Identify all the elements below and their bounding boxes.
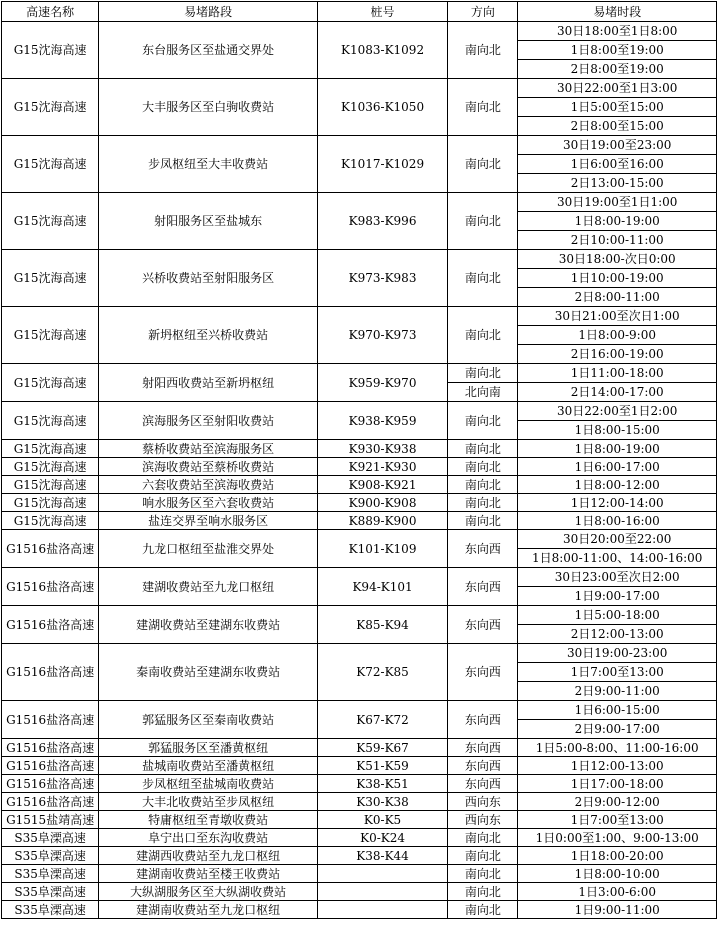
cell-direction: 东向西 <box>448 739 518 757</box>
cell-time: 2日14:00-17:00 <box>518 383 717 402</box>
cell-highway: G1515盐靖高速 <box>2 811 99 829</box>
cell-highway: G15沈海高速 <box>2 136 99 193</box>
cell-stake: K921-K930 <box>317 458 447 476</box>
table-row <box>2 250 717 269</box>
table-row <box>2 757 717 775</box>
cell-stake: K38-K51 <box>317 775 447 793</box>
cell-stake: K1036-K1050 <box>317 79 447 136</box>
cell-direction: 南向北 <box>448 865 518 883</box>
cell-time: 2日9:00-12:00 <box>518 793 717 811</box>
cell-direction: 南向北 <box>448 193 518 250</box>
cell-stake: K85-K94 <box>317 606 447 644</box>
cell-time: 2日16:00-19:00 <box>518 345 717 364</box>
cell-highway: G1516盐洛高速 <box>2 701 99 739</box>
table-row <box>2 364 717 383</box>
cell-stake <box>317 901 447 919</box>
cell-stake: K0-K5 <box>317 811 447 829</box>
cell-time: 2日9:00-11:00 <box>518 682 717 701</box>
cell-highway: G15沈海高速 <box>2 494 99 512</box>
table-row <box>2 901 717 919</box>
cell-section: 郭猛服务区至秦南收费站 <box>99 701 318 739</box>
cell-stake: K938-K959 <box>317 402 447 440</box>
cell-section: 射阳西收费站至新坍枢纽 <box>99 364 318 402</box>
cell-section: 步凤枢纽至盐城南收费站 <box>99 775 318 793</box>
cell-direction: 东向西 <box>448 701 518 739</box>
table-row <box>2 644 717 663</box>
cell-direction: 东向西 <box>448 530 518 568</box>
cell-highway: S35阜溧高速 <box>2 829 99 847</box>
cell-highway: G15沈海高速 <box>2 22 99 79</box>
cell-time: 1日11:00-18:00 <box>518 364 717 383</box>
cell-section: 东台服务区至盐通交界处 <box>99 22 318 79</box>
cell-time: 1日6:00-17:00 <box>518 458 717 476</box>
cell-highway: G15沈海高速 <box>2 307 99 364</box>
table-row <box>2 883 717 901</box>
cell-direction: 东向西 <box>448 775 518 793</box>
cell-direction: 南向北 <box>448 402 518 440</box>
cell-highway: G1516盐洛高速 <box>2 606 99 644</box>
cell-time: 1日12:00-13:00 <box>518 757 717 775</box>
header-row <box>2 2 717 22</box>
cell-section: 盐城南收费站至潘黄枢纽 <box>99 757 318 775</box>
cell-direction: 南向北 <box>448 22 518 79</box>
header-direction: 方向 <box>448 2 518 22</box>
cell-section: 滨海收费站至蔡桥收费站 <box>99 458 318 476</box>
cell-time: 30日20:00至22:00 <box>518 530 717 549</box>
cell-section: 郭猛服务区至潘黄枢纽 <box>99 739 318 757</box>
cell-time: 1日5:00-8:00、11:00-16:00 <box>518 739 717 757</box>
cell-stake: K72-K85 <box>317 644 447 701</box>
table-row <box>2 701 717 720</box>
cell-stake: K908-K921 <box>317 476 447 494</box>
cell-section: 滨海服务区至射阳收费站 <box>99 402 318 440</box>
cell-stake: K900-K908 <box>317 494 447 512</box>
table-row <box>2 775 717 793</box>
cell-section: 盐连交界至响水服务区 <box>99 512 318 530</box>
cell-direction: 南向北 <box>448 829 518 847</box>
cell-section: 蔡桥收费站至滨海服务区 <box>99 440 318 458</box>
cell-direction: 南向北 <box>448 901 518 919</box>
cell-time: 1日8:00-19:00 <box>518 212 717 231</box>
cell-highway: S35阜溧高速 <box>2 865 99 883</box>
table-row <box>2 793 717 811</box>
cell-section: 大丰北收费站至步凤枢纽 <box>99 793 318 811</box>
cell-time: 1日17:00-18:00 <box>518 775 717 793</box>
cell-stake: K983-K996 <box>317 193 447 250</box>
cell-stake: K889-K900 <box>317 512 447 530</box>
cell-time: 30日22:00至1日2:00 <box>518 402 717 421</box>
cell-section: 建湖南收费站至楼王收费站 <box>99 865 318 883</box>
cell-direction: 北向南 <box>448 383 518 402</box>
cell-section: 大纵湖服务区至大纵湖收费站 <box>99 883 318 901</box>
cell-highway: G15沈海高速 <box>2 364 99 402</box>
cell-direction: 南向北 <box>448 883 518 901</box>
cell-direction: 南向北 <box>448 79 518 136</box>
cell-time: 2日8:00至15:00 <box>518 117 717 136</box>
cell-direction: 南向北 <box>448 847 518 865</box>
cell-time: 1日7:00至13:00 <box>518 811 717 829</box>
table-row <box>2 136 717 155</box>
table-row <box>2 865 717 883</box>
cell-direction: 南向北 <box>448 364 518 383</box>
table-row <box>2 79 717 98</box>
cell-time: 1日8:00-15:00 <box>518 421 717 440</box>
cell-time: 2日13:00-15:00 <box>518 174 717 193</box>
table-row <box>2 512 717 530</box>
cell-stake: K930-K938 <box>317 440 447 458</box>
table-row <box>2 530 717 549</box>
cell-time: 1日9:00-17:00 <box>518 587 717 606</box>
cell-section: 建湖西收费站至九龙口枢纽 <box>99 847 318 865</box>
cell-highway: G1516盐洛高速 <box>2 644 99 701</box>
cell-direction: 南向北 <box>448 250 518 307</box>
header-stake: 桩号 <box>317 2 447 22</box>
table-row <box>2 307 717 326</box>
table-body <box>2 22 717 919</box>
cell-section: 大丰服务区至白驹收费站 <box>99 79 318 136</box>
cell-direction: 东向西 <box>448 644 518 701</box>
cell-time: 1日5:00-18:00 <box>518 606 717 625</box>
table-row <box>2 568 717 587</box>
cell-section: 阜宁出口至东沟收费站 <box>99 829 318 847</box>
cell-time: 1日3:00-6:00 <box>518 883 717 901</box>
cell-stake: K101-K109 <box>317 530 447 568</box>
cell-highway: G1516盐洛高速 <box>2 568 99 606</box>
header-highway: 高速名称 <box>2 2 99 22</box>
cell-highway: G1516盐洛高速 <box>2 530 99 568</box>
cell-time: 2日9:00-17:00 <box>518 720 717 739</box>
cell-highway: G15沈海高速 <box>2 193 99 250</box>
cell-direction: 南向北 <box>448 512 518 530</box>
cell-direction: 东向西 <box>448 568 518 606</box>
cell-direction: 南向北 <box>448 494 518 512</box>
cell-stake: K1017-K1029 <box>317 136 447 193</box>
table-row <box>2 458 717 476</box>
cell-time: 1日5:00至15:00 <box>518 98 717 117</box>
cell-stake: K970-K973 <box>317 307 447 364</box>
cell-section: 建湖收费站至建湖东收费站 <box>99 606 318 644</box>
cell-section: 秦南收费站至建湖东收费站 <box>99 644 318 701</box>
cell-time: 30日21:00至次日1:00 <box>518 307 717 326</box>
table-row <box>2 606 717 625</box>
table-row <box>2 494 717 512</box>
cell-time: 2日8:00至19:00 <box>518 60 717 79</box>
cell-direction: 东向西 <box>448 757 518 775</box>
table-row <box>2 476 717 494</box>
cell-time: 1日8:00-9:00 <box>518 326 717 345</box>
congestion-table <box>1 1 717 919</box>
cell-time: 1日8:00-16:00 <box>518 512 717 530</box>
table-row <box>2 440 717 458</box>
cell-highway: G1516盐洛高速 <box>2 739 99 757</box>
cell-time: 30日23:00至次日2:00 <box>518 568 717 587</box>
cell-direction: 西向东 <box>448 811 518 829</box>
cell-highway: G15沈海高速 <box>2 79 99 136</box>
cell-stake: K30-K38 <box>317 793 447 811</box>
cell-highway: G1516盐洛高速 <box>2 757 99 775</box>
cell-stake <box>317 865 447 883</box>
cell-direction: 南向北 <box>448 458 518 476</box>
cell-highway: G15沈海高速 <box>2 512 99 530</box>
table-row <box>2 847 717 865</box>
cell-time: 30日19:00-23:00 <box>518 644 717 663</box>
cell-time: 2日10:00-11:00 <box>518 231 717 250</box>
cell-section: 九龙口枢纽至盐淮交界处 <box>99 530 318 568</box>
cell-highway: G15沈海高速 <box>2 250 99 307</box>
cell-time: 1日8:00至19:00 <box>518 41 717 60</box>
cell-time: 1日18:00-20:00 <box>518 847 717 865</box>
cell-direction: 东向西 <box>448 606 518 644</box>
cell-time: 30日18:00-次日0:00 <box>518 250 717 269</box>
cell-time: 30日19:00至1日1:00 <box>518 193 717 212</box>
cell-stake: K1083-K1092 <box>317 22 447 79</box>
cell-section: 新坍枢纽至兴桥收费站 <box>99 307 318 364</box>
cell-time: 1日8:00-11:00、14:00-16:00 <box>518 549 717 568</box>
cell-stake: K67-K72 <box>317 701 447 739</box>
cell-stake <box>317 883 447 901</box>
cell-section: 六套收费站至滨海收费站 <box>99 476 318 494</box>
cell-section: 步凤枢纽至大丰收费站 <box>99 136 318 193</box>
table-row <box>2 739 717 757</box>
cell-section: 射阳服务区至盐城东 <box>99 193 318 250</box>
cell-highway: G15沈海高速 <box>2 476 99 494</box>
cell-section: 兴桥收费站至射阳服务区 <box>99 250 318 307</box>
cell-direction: 南向北 <box>448 307 518 364</box>
cell-stake: K959-K970 <box>317 364 447 402</box>
table-row <box>2 22 717 41</box>
cell-stake: K38-K44 <box>317 847 447 865</box>
cell-stake: K973-K983 <box>317 250 447 307</box>
cell-direction: 南向北 <box>448 476 518 494</box>
cell-highway: G1516盐洛高速 <box>2 793 99 811</box>
cell-time: 30日22:00至1日3:00 <box>518 79 717 98</box>
cell-highway: G15沈海高速 <box>2 458 99 476</box>
cell-time: 1日0:00至1:00、9:00-13:00 <box>518 829 717 847</box>
cell-time: 1日9:00-11:00 <box>518 901 717 919</box>
cell-section: 特庸枢纽至青墩收费站 <box>99 811 318 829</box>
table-row <box>2 829 717 847</box>
cell-highway: S35阜溧高速 <box>2 847 99 865</box>
cell-section: 建湖南收费站至九龙口枢纽 <box>99 901 318 919</box>
cell-time: 1日10:00-19:00 <box>518 269 717 288</box>
cell-highway: G15沈海高速 <box>2 402 99 440</box>
cell-stake: K94-K101 <box>317 568 447 606</box>
header-section: 易堵路段 <box>99 2 318 22</box>
cell-highway: G15沈海高速 <box>2 440 99 458</box>
cell-time: 1日7:00至13:00 <box>518 663 717 682</box>
table-row <box>2 193 717 212</box>
cell-time: 1日8:00-19:00 <box>518 440 717 458</box>
table-row <box>2 811 717 829</box>
cell-direction: 南向北 <box>448 440 518 458</box>
cell-highway: S35阜溧高速 <box>2 883 99 901</box>
cell-section: 建湖收费站至九龙口枢纽 <box>99 568 318 606</box>
cell-highway: S35阜溧高速 <box>2 901 99 919</box>
cell-time: 1日8:00-12:00 <box>518 476 717 494</box>
cell-time: 30日18:00至1日8:00 <box>518 22 717 41</box>
cell-section: 响水服务区至六套收费站 <box>99 494 318 512</box>
header-times: 易堵时段 <box>518 2 717 22</box>
cell-stake: K51-K59 <box>317 757 447 775</box>
cell-stake: K0-K24 <box>317 829 447 847</box>
cell-time: 1日6:00至16:00 <box>518 155 717 174</box>
cell-time: 1日8:00-10:00 <box>518 865 717 883</box>
cell-direction: 西向东 <box>448 793 518 811</box>
cell-stake: K59-K67 <box>317 739 447 757</box>
cell-time: 1日6:00-15:00 <box>518 701 717 720</box>
cell-highway: G1516盐洛高速 <box>2 775 99 793</box>
cell-time: 1日12:00-14:00 <box>518 494 717 512</box>
cell-direction: 南向北 <box>448 136 518 193</box>
cell-time: 2日8:00-11:00 <box>518 288 717 307</box>
cell-time: 30日19:00至23:00 <box>518 136 717 155</box>
cell-time: 2日12:00-13:00 <box>518 625 717 644</box>
table-row <box>2 402 717 421</box>
